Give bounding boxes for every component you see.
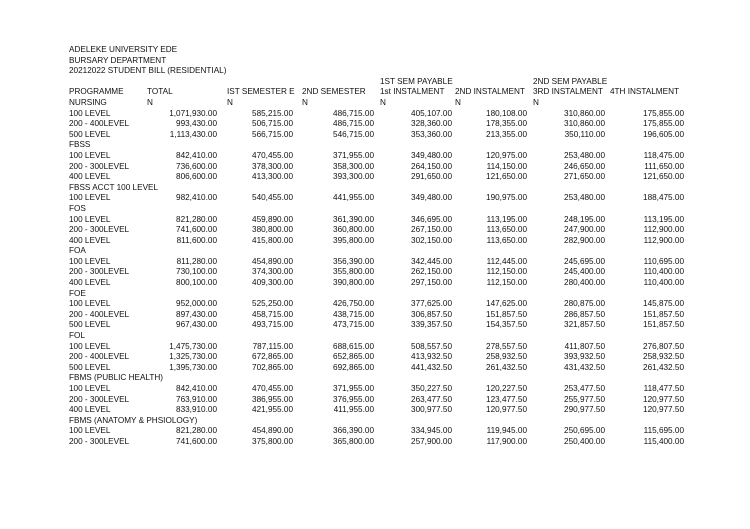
col-first-semester: IST SEMESTER E bbox=[227, 87, 295, 97]
cell-second-semester: 371,955.00 bbox=[333, 150, 374, 160]
cell-third-instalment: 248,195.00 bbox=[564, 214, 605, 224]
cell-level: 400 LEVEL bbox=[69, 172, 111, 182]
cell-fourth-instalment: 261,432.50 bbox=[643, 362, 684, 372]
table-row bbox=[69, 257, 684, 268]
cell-first-instalment: 297,150.00 bbox=[411, 278, 452, 288]
cell-third-instalment: 321,857.50 bbox=[564, 320, 605, 330]
cell-second-instalment: 261,432.50 bbox=[486, 362, 527, 372]
cell-second-semester: 441,955.00 bbox=[333, 193, 374, 203]
cell-third-instalment: 286,857.50 bbox=[564, 309, 605, 319]
bill-title: 20212022 STUDENT BILL (RESIDENTIAL) bbox=[69, 66, 227, 76]
section-label: FBSS bbox=[69, 140, 91, 150]
cell-total: 800,100.00 bbox=[176, 278, 217, 288]
cell-first-instalment: 353,360.00 bbox=[411, 129, 452, 139]
cell-second-semester: 486,715.00 bbox=[333, 108, 374, 118]
cell-level: 200 - 300LEVEL bbox=[69, 225, 130, 235]
table-row bbox=[69, 426, 684, 437]
cell-second-semester: 390,800.00 bbox=[333, 278, 374, 288]
cell-total: 741,600.00 bbox=[176, 225, 217, 235]
cell-fourth-instalment: 145,875.00 bbox=[643, 299, 684, 309]
table-row bbox=[69, 310, 684, 321]
cell-first-semester: 470,455.00 bbox=[252, 384, 293, 393]
cell-first-instalment: 413,932.50 bbox=[411, 352, 452, 362]
cell-fourth-instalment: 118,475.00 bbox=[643, 150, 684, 160]
cell-second-instalment: 113,650.00 bbox=[486, 235, 527, 245]
cell-total: 842,410.00 bbox=[176, 384, 217, 393]
col-third-instalment: 3RD INSTALMENT bbox=[533, 87, 603, 97]
cell-third-instalment: 282,900.00 bbox=[564, 235, 605, 245]
cell-first-instalment: 300,977.50 bbox=[411, 405, 452, 415]
cell-total: 897,430.00 bbox=[176, 309, 217, 319]
cell-second-semester: 366,390.00 bbox=[333, 426, 374, 436]
cell-third-instalment: 246,650.00 bbox=[564, 161, 605, 171]
cell-second-semester: 486,715.00 bbox=[333, 119, 374, 129]
cell-second-semester: 426,750.00 bbox=[333, 299, 374, 309]
cell-level: 200 - 300LEVEL bbox=[69, 436, 130, 446]
cell-second-semester: 688,615.00 bbox=[333, 341, 374, 351]
cell-total: 811,280.00 bbox=[176, 256, 217, 266]
cell-first-semester: 386,955.00 bbox=[252, 394, 293, 404]
cell-third-instalment: 253,477.50 bbox=[564, 384, 605, 393]
second-sem-payable-label: 2ND SEM PAYABLE bbox=[533, 76, 608, 86]
cell-fourth-instalment: 111,650.00 bbox=[644, 161, 684, 171]
cell-first-instalment: 342,445.00 bbox=[411, 256, 452, 266]
cell-total: 763,910.00 bbox=[176, 394, 217, 404]
bill-sheet bbox=[69, 45, 684, 448]
cell-fourth-instalment: 175,855.00 bbox=[643, 108, 684, 118]
cell-second-instalment: 258,932.50 bbox=[486, 352, 527, 362]
table-row bbox=[69, 278, 684, 289]
cell-second-semester: 692,865.00 bbox=[333, 362, 374, 372]
table-row bbox=[69, 119, 684, 130]
table-row bbox=[69, 395, 684, 406]
cell-first-semester: 493,715.00 bbox=[252, 320, 293, 330]
cell-fourth-instalment: 120,977.50 bbox=[643, 405, 684, 415]
cell-first-semester: 374,300.00 bbox=[252, 267, 293, 277]
cell-level: 500 LEVEL bbox=[69, 129, 111, 139]
section-row bbox=[69, 416, 684, 427]
cell-first-instalment: 264,150.00 bbox=[411, 161, 452, 171]
cell-second-instalment: 112,150.00 bbox=[486, 267, 527, 277]
cell-third-instalment: 411,807.50 bbox=[564, 341, 605, 351]
cell-total: 1,071,930.00 bbox=[169, 108, 217, 118]
cell-total: 811,600.00 bbox=[176, 235, 217, 245]
group-header-row bbox=[69, 77, 684, 88]
table-row bbox=[69, 299, 684, 310]
cell-second-semester: 438,715.00 bbox=[333, 309, 374, 319]
cell-fourth-instalment: 115,400.00 bbox=[643, 436, 684, 446]
cell-level: 200 - 400LEVEL bbox=[69, 309, 130, 319]
cell-first-instalment: 339,357.50 bbox=[411, 320, 452, 330]
cell-second-instalment: 147,625.00 bbox=[486, 299, 527, 309]
cell-first-instalment: 328,360.00 bbox=[411, 119, 452, 129]
cell-total: 833,910.00 bbox=[176, 405, 217, 415]
cell-third-instalment: 280,875.00 bbox=[564, 299, 605, 309]
cell-first-instalment: 306,857.50 bbox=[411, 309, 452, 319]
currency-marker: N bbox=[533, 97, 539, 107]
cell-second-instalment: 113,195.00 bbox=[486, 214, 527, 224]
section-row bbox=[69, 183, 684, 194]
cell-first-semester: 421,955.00 bbox=[252, 405, 293, 415]
cell-third-instalment: 250,400.00 bbox=[564, 436, 605, 446]
table-row bbox=[69, 236, 684, 247]
currency-marker: N bbox=[380, 97, 386, 107]
cell-first-semester: 378,300.00 bbox=[252, 161, 293, 171]
currency-marker: N bbox=[147, 97, 153, 107]
cell-second-semester: 361,390.00 bbox=[333, 214, 374, 224]
first-sem-payable-label: 1ST SEM PAYABLE bbox=[380, 76, 453, 86]
cell-third-instalment: 253,480.00 bbox=[564, 150, 605, 160]
table-row bbox=[69, 193, 684, 204]
cell-total: 741,600.00 bbox=[176, 436, 217, 446]
section-label: FOL bbox=[69, 331, 85, 341]
cell-fourth-instalment: 110,695.00 bbox=[643, 256, 684, 266]
cell-level: 200 - 300LEVEL bbox=[69, 394, 130, 404]
table-row bbox=[69, 267, 684, 278]
cell-level: 200 - 400LEVEL bbox=[69, 119, 130, 129]
cell-second-semester: 360,800.00 bbox=[333, 225, 374, 235]
table-row bbox=[69, 384, 684, 395]
cell-first-semester: 525,250.00 bbox=[252, 299, 293, 309]
cell-second-instalment: 151,857.50 bbox=[486, 309, 527, 319]
cell-first-semester: 454,890.00 bbox=[252, 426, 293, 436]
cell-third-instalment: 271,650.00 bbox=[564, 172, 605, 182]
cell-total: 806,600.00 bbox=[176, 172, 217, 182]
university-name: ADELEKE UNIVERSITY EDE bbox=[69, 45, 178, 54]
col-second-instalment: 2ND INSTALMENT bbox=[455, 87, 525, 97]
cell-third-instalment: 280,400.00 bbox=[564, 278, 605, 288]
cell-total: 736,600.00 bbox=[176, 161, 217, 171]
section-row bbox=[69, 331, 684, 342]
cell-first-instalment: 334,945.00 bbox=[411, 426, 452, 436]
table-row bbox=[69, 215, 684, 226]
cell-fourth-instalment: 196,605.00 bbox=[643, 129, 684, 139]
cell-second-instalment: 178,355.00 bbox=[486, 119, 527, 129]
cell-fourth-instalment: 121,650.00 bbox=[643, 172, 684, 182]
cell-fourth-instalment: 115,695.00 bbox=[643, 426, 684, 436]
cell-first-semester: 506,715.00 bbox=[252, 119, 293, 129]
cell-third-instalment: 255,977.50 bbox=[564, 394, 605, 404]
bill-table-body bbox=[69, 98, 684, 448]
cell-fourth-instalment: 120,977.50 bbox=[643, 394, 684, 404]
cell-first-semester: 454,890.00 bbox=[252, 256, 293, 266]
section-label: FBMS (ANATOMY & PHSIOLOGY) bbox=[69, 415, 198, 425]
section-label: FOE bbox=[69, 288, 86, 298]
cell-level: 100 LEVEL bbox=[69, 193, 111, 203]
section-row bbox=[69, 140, 684, 151]
cell-second-instalment: 213,355.00 bbox=[486, 129, 527, 139]
col-first-instalment: 1st INSTALMENT bbox=[380, 87, 445, 97]
cell-second-instalment: 112,445.00 bbox=[486, 256, 527, 266]
section-label: FOA bbox=[69, 246, 86, 256]
cell-second-instalment: 154,357.50 bbox=[486, 320, 527, 330]
cell-fourth-instalment: 188,475.00 bbox=[643, 193, 684, 203]
cell-third-instalment: 247,900.00 bbox=[564, 225, 605, 235]
cell-third-instalment: 310,860.00 bbox=[564, 119, 605, 129]
cell-third-instalment: 245,695.00 bbox=[564, 256, 605, 266]
cell-total: 1,395,730.00 bbox=[169, 362, 217, 372]
cell-third-instalment: 431,432.50 bbox=[564, 362, 605, 372]
table-row bbox=[69, 151, 684, 162]
cell-total: 982,410.00 bbox=[176, 193, 217, 203]
cell-first-semester: 380,800.00 bbox=[252, 225, 293, 235]
cell-second-semester: 546,715.00 bbox=[333, 129, 374, 139]
cell-third-instalment: 393,932.50 bbox=[564, 352, 605, 362]
cell-level: 500 LEVEL bbox=[69, 320, 111, 330]
section-row bbox=[69, 98, 684, 109]
cell-first-semester: 672,865.00 bbox=[252, 352, 293, 362]
cell-second-semester: 358,300.00 bbox=[333, 161, 374, 171]
cell-first-semester: 375,800.00 bbox=[252, 436, 293, 446]
cell-first-instalment: 508,557.50 bbox=[411, 341, 452, 351]
cell-second-semester: 395,800.00 bbox=[333, 235, 374, 245]
cell-level: 200 - 300LEVEL bbox=[69, 161, 130, 171]
cell-second-instalment: 123,477.50 bbox=[486, 394, 527, 404]
cell-first-instalment: 349,480.00 bbox=[411, 150, 452, 160]
cell-level: 400 LEVEL bbox=[69, 235, 111, 245]
currency-marker: N bbox=[302, 97, 308, 107]
section-label: FBSS ACCT 100 LEVEL bbox=[69, 182, 159, 192]
cell-second-semester: 473,715.00 bbox=[333, 320, 374, 330]
table-row bbox=[69, 130, 684, 141]
cell-third-instalment: 253,480.00 bbox=[564, 193, 605, 203]
cell-fourth-instalment: 258,932.50 bbox=[643, 352, 684, 362]
cell-level: 200 - 300LEVEL bbox=[69, 267, 130, 277]
cell-first-instalment: 350,227.50 bbox=[411, 384, 452, 393]
cell-level: 100 LEVEL bbox=[69, 341, 111, 351]
cell-second-semester: 411,955.00 bbox=[333, 405, 374, 415]
cell-fourth-instalment: 175,855.00 bbox=[643, 119, 684, 129]
cell-first-semester: 585,215.00 bbox=[252, 108, 293, 118]
cell-level: 100 LEVEL bbox=[69, 426, 111, 436]
cell-second-semester: 371,955.00 bbox=[333, 384, 374, 393]
cell-third-instalment: 310,860.00 bbox=[564, 108, 605, 118]
cell-total: 993,430.00 bbox=[176, 119, 217, 129]
cell-third-instalment: 290,977.50 bbox=[564, 405, 605, 415]
cell-total: 1,325,730.00 bbox=[169, 352, 217, 362]
cell-level: 100 LEVEL bbox=[69, 299, 111, 309]
cell-fourth-instalment: 113,195.00 bbox=[643, 214, 684, 224]
cell-first-semester: 409,300.00 bbox=[252, 278, 293, 288]
cell-second-instalment: 120,975.00 bbox=[486, 150, 527, 160]
cell-total: 1,475,730.00 bbox=[169, 341, 217, 351]
cell-total: 821,280.00 bbox=[176, 214, 217, 224]
cell-third-instalment: 250,695.00 bbox=[564, 426, 605, 436]
cell-fourth-instalment: 151,857.50 bbox=[643, 309, 684, 319]
cell-first-instalment: 291,650.00 bbox=[411, 172, 452, 182]
section-label: NURSING bbox=[69, 97, 107, 107]
cell-fourth-instalment: 118,477.50 bbox=[643, 384, 684, 393]
section-row bbox=[69, 246, 684, 257]
table-row bbox=[69, 109, 684, 120]
table-row bbox=[69, 320, 684, 331]
column-header-row bbox=[69, 87, 684, 98]
cell-first-instalment: 302,150.00 bbox=[411, 235, 452, 245]
cell-fourth-instalment: 276,807.50 bbox=[643, 341, 684, 351]
table-row bbox=[69, 363, 684, 374]
cell-second-instalment: 119,945.00 bbox=[486, 426, 527, 436]
section-label: FBMS (PUBLIC HEALTH) bbox=[69, 373, 164, 383]
currency-marker: N bbox=[227, 97, 233, 107]
cell-level: 100 LEVEL bbox=[69, 214, 111, 224]
table-row bbox=[69, 172, 684, 183]
cell-first-instalment: 349,480.00 bbox=[411, 193, 452, 203]
cell-second-instalment: 180,108.00 bbox=[486, 108, 527, 118]
cell-second-instalment: 117,900.00 bbox=[486, 436, 527, 446]
cell-fourth-instalment: 151,857.50 bbox=[643, 320, 684, 330]
currency-marker: N bbox=[455, 97, 461, 107]
cell-first-semester: 415,800.00 bbox=[252, 235, 293, 245]
cell-first-instalment: 257,900.00 bbox=[411, 436, 452, 446]
cell-level: 100 LEVEL bbox=[69, 108, 111, 118]
cell-fourth-instalment: 112,900.00 bbox=[643, 235, 684, 245]
cell-first-instalment: 405,107.00 bbox=[411, 108, 452, 118]
cell-first-semester: 540,455.00 bbox=[252, 193, 293, 203]
cell-first-instalment: 441,432.50 bbox=[411, 362, 452, 372]
cell-level: 400 LEVEL bbox=[69, 405, 111, 415]
cell-fourth-instalment: 112,900.00 bbox=[643, 225, 684, 235]
cell-first-instalment: 267,150.00 bbox=[411, 225, 452, 235]
cell-first-semester: 470,455.00 bbox=[252, 150, 293, 160]
table-row bbox=[69, 352, 684, 363]
cell-second-instalment: 114,150.00 bbox=[486, 161, 527, 171]
col-second-semester: 2ND SEMESTER bbox=[302, 87, 366, 97]
cell-level: 100 LEVEL bbox=[69, 384, 111, 393]
section-row bbox=[69, 204, 684, 215]
cell-level: 100 LEVEL bbox=[69, 150, 111, 160]
cell-second-instalment: 120,977.50 bbox=[486, 405, 527, 415]
cell-level: 400 LEVEL bbox=[69, 278, 111, 288]
cell-first-semester: 458,715.00 bbox=[252, 309, 293, 319]
cell-total: 952,000.00 bbox=[176, 299, 217, 309]
col-programme: PROGRAMME bbox=[69, 87, 124, 97]
section-row bbox=[69, 289, 684, 300]
cell-second-semester: 652,865.00 bbox=[333, 352, 374, 362]
cell-level: 500 LEVEL bbox=[69, 362, 111, 372]
section-row bbox=[69, 373, 684, 384]
section-label: FOS bbox=[69, 203, 86, 213]
cell-total: 967,430.00 bbox=[176, 320, 217, 330]
cell-first-semester: 787,115.00 bbox=[252, 341, 293, 351]
cell-second-instalment: 112,150.00 bbox=[486, 278, 527, 288]
cell-first-semester: 459,890.00 bbox=[252, 214, 293, 224]
cell-third-instalment: 245,400.00 bbox=[564, 267, 605, 277]
cell-level: 100 LEVEL bbox=[69, 256, 111, 266]
cell-level: 200 - 400LEVEL bbox=[69, 352, 130, 362]
cell-second-semester: 355,800.00 bbox=[333, 267, 374, 277]
cell-first-instalment: 263,477.50 bbox=[411, 394, 452, 404]
department-name: BURSARY DEPARTMENT bbox=[69, 55, 167, 65]
cell-first-semester: 702,865.00 bbox=[252, 362, 293, 372]
cell-second-instalment: 190,975.00 bbox=[486, 193, 527, 203]
table-row bbox=[69, 225, 684, 236]
cell-fourth-instalment: 110,400.00 bbox=[643, 267, 684, 277]
table-row bbox=[69, 162, 684, 173]
cell-total: 730,100.00 bbox=[176, 267, 217, 277]
table-row bbox=[69, 342, 684, 353]
cell-second-instalment: 113,650.00 bbox=[486, 225, 527, 235]
cell-first-semester: 566,715.00 bbox=[252, 129, 293, 139]
cell-fourth-instalment: 110,400.00 bbox=[643, 278, 684, 288]
cell-second-semester: 376,955.00 bbox=[333, 394, 374, 404]
col-fourth-instalment: 4TH INSTALMENT bbox=[610, 87, 679, 97]
cell-third-instalment: 350,110.00 bbox=[564, 129, 605, 139]
cell-first-instalment: 346,695.00 bbox=[411, 214, 452, 224]
table-row bbox=[69, 437, 684, 448]
cell-first-instalment: 262,150.00 bbox=[411, 267, 452, 277]
table-row bbox=[69, 405, 684, 416]
cell-first-semester: 413,300.00 bbox=[252, 172, 293, 182]
cell-second-semester: 393,300.00 bbox=[333, 172, 374, 182]
cell-second-instalment: 278,557.50 bbox=[486, 341, 527, 351]
col-total: TOTAL bbox=[147, 87, 173, 97]
cell-second-semester: 356,390.00 bbox=[333, 256, 374, 266]
cell-first-instalment: 377,625.00 bbox=[411, 299, 452, 309]
cell-total: 821,280.00 bbox=[176, 426, 217, 436]
cell-second-instalment: 120,227.50 bbox=[486, 384, 527, 393]
cell-total: 842,410.00 bbox=[176, 150, 217, 160]
cell-second-instalment: 121,650.00 bbox=[486, 172, 527, 182]
cell-total: 1,113,430.00 bbox=[169, 129, 217, 139]
cell-second-semester: 365,800.00 bbox=[333, 436, 374, 446]
